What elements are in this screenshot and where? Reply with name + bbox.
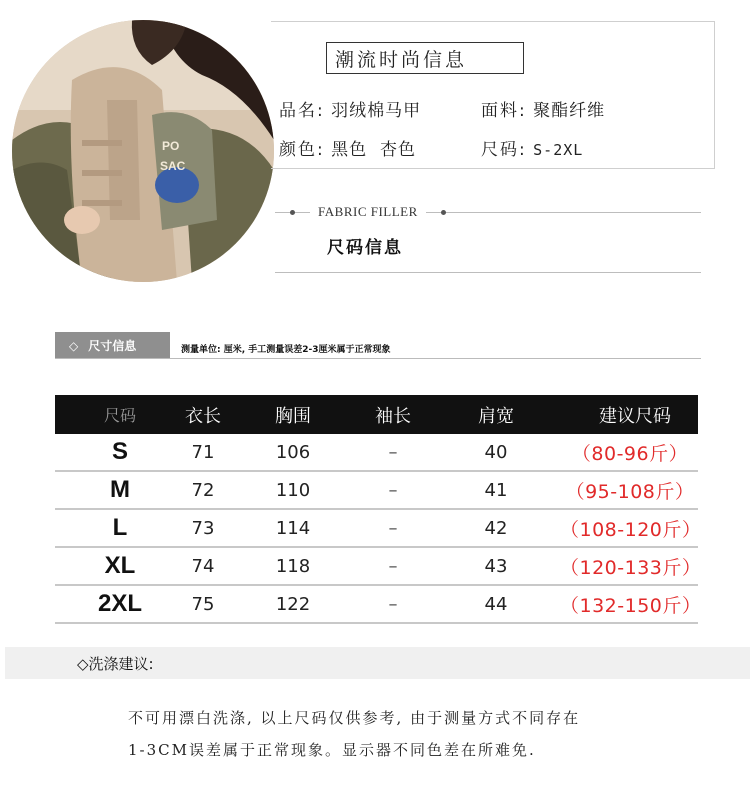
product-name-row [279, 96, 421, 121]
washing-text-line-2: 1-3CM误差属于正常现象。显示器不同色差在所难免. [128, 741, 536, 759]
row-sleeve: – [388, 555, 398, 577]
size-info-tag [55, 332, 170, 359]
product-photo-illustration [12, 20, 274, 282]
row-suggest: （132-150斤） [560, 594, 702, 617]
color-key: 颜色: [279, 140, 325, 160]
fabric-row [481, 96, 605, 121]
row-chest: 114 [275, 517, 311, 539]
fabric-filler-left-dot [290, 210, 295, 215]
fabric-key: 面料: [481, 101, 527, 121]
size-table [55, 395, 702, 624]
measurement-note: 测量单位: 厘米, 手工测量误差2-3厘米属于正常现象 [181, 345, 391, 355]
row-size: M [110, 476, 130, 503]
row-shoulder: 41 [484, 479, 508, 501]
table-row [55, 548, 702, 586]
color-row [279, 135, 416, 160]
row-sleeve: – [388, 593, 398, 615]
product-name-value: 羽绒棉马甲 [331, 101, 422, 121]
row-sleeve: – [388, 517, 398, 539]
size-info-rule [55, 358, 701, 359]
info-headline: 潮流时尚信息 [326, 42, 524, 74]
size-info-tag-label: 尺寸信息 [88, 339, 137, 353]
header-size: 尺码 [103, 406, 136, 425]
row-suggest: （95-108斤） [565, 480, 695, 503]
row-suggest: （120-133斤） [560, 556, 702, 579]
row-size: 2XL [97, 590, 142, 617]
color-values: 黑色 杏色 [331, 140, 416, 160]
fabric-filler-label: FABRIC FILLER [310, 204, 426, 220]
header-sleeve: 袖长 [375, 405, 411, 427]
fabric-filler-bottom-rule [275, 272, 701, 273]
row-shoulder: 43 [484, 555, 508, 577]
row-chest: 122 [275, 593, 311, 615]
row-sleeve: – [388, 441, 398, 463]
table-row [55, 434, 698, 472]
header-chest: 胸围 [275, 405, 311, 427]
row-length: 73 [191, 517, 215, 539]
row-length: 72 [191, 479, 215, 501]
size-key: 尺码: [481, 140, 527, 160]
svg-text:PO: PO [162, 139, 180, 153]
header-length: 衣长 [185, 405, 221, 427]
table-row [55, 510, 702, 548]
size-value: S-2XL [533, 141, 584, 159]
row-sleeve: – [388, 479, 398, 501]
washing-text-line-1: 不可用漂白洗涤, 以上尺码仅供参考, 由于测量方式不同存在 [128, 709, 581, 727]
table-row [55, 586, 702, 624]
size-row [481, 135, 583, 160]
row-suggest: （108-120斤） [560, 518, 702, 541]
size-table-header [55, 395, 698, 434]
washing-advice-title: ◇洗涤建议: [77, 654, 154, 673]
row-shoulder: 42 [484, 517, 508, 539]
washing-advice-bar [5, 647, 750, 679]
header-suggest: 建议尺码 [599, 405, 671, 427]
row-chest: 118 [275, 555, 311, 577]
row-size: XL [104, 552, 136, 579]
row-shoulder: 44 [484, 593, 508, 615]
row-length: 74 [191, 555, 215, 577]
header-shoulder: 肩宽 [478, 405, 514, 427]
size-info-title: 尺码信息 [327, 238, 403, 258]
row-size: L [112, 514, 128, 541]
product-name-key: 品名: [279, 101, 325, 121]
table-row [55, 472, 698, 510]
row-length: 75 [191, 593, 215, 615]
svg-text:SAC: SAC [160, 159, 186, 173]
product-info-box [271, 21, 715, 169]
product-photo [12, 20, 274, 282]
fabric-value: 聚酯纤维 [533, 101, 606, 121]
row-size: S [111, 438, 128, 465]
row-length: 71 [191, 441, 215, 463]
row-suggest: （80-96斤） [571, 442, 689, 465]
diamond-icon: ◇ [69, 338, 79, 353]
row-shoulder: 40 [484, 441, 508, 463]
fabric-filler-right-dot [441, 210, 446, 215]
row-chest: 110 [275, 479, 311, 501]
row-chest: 106 [275, 441, 311, 463]
